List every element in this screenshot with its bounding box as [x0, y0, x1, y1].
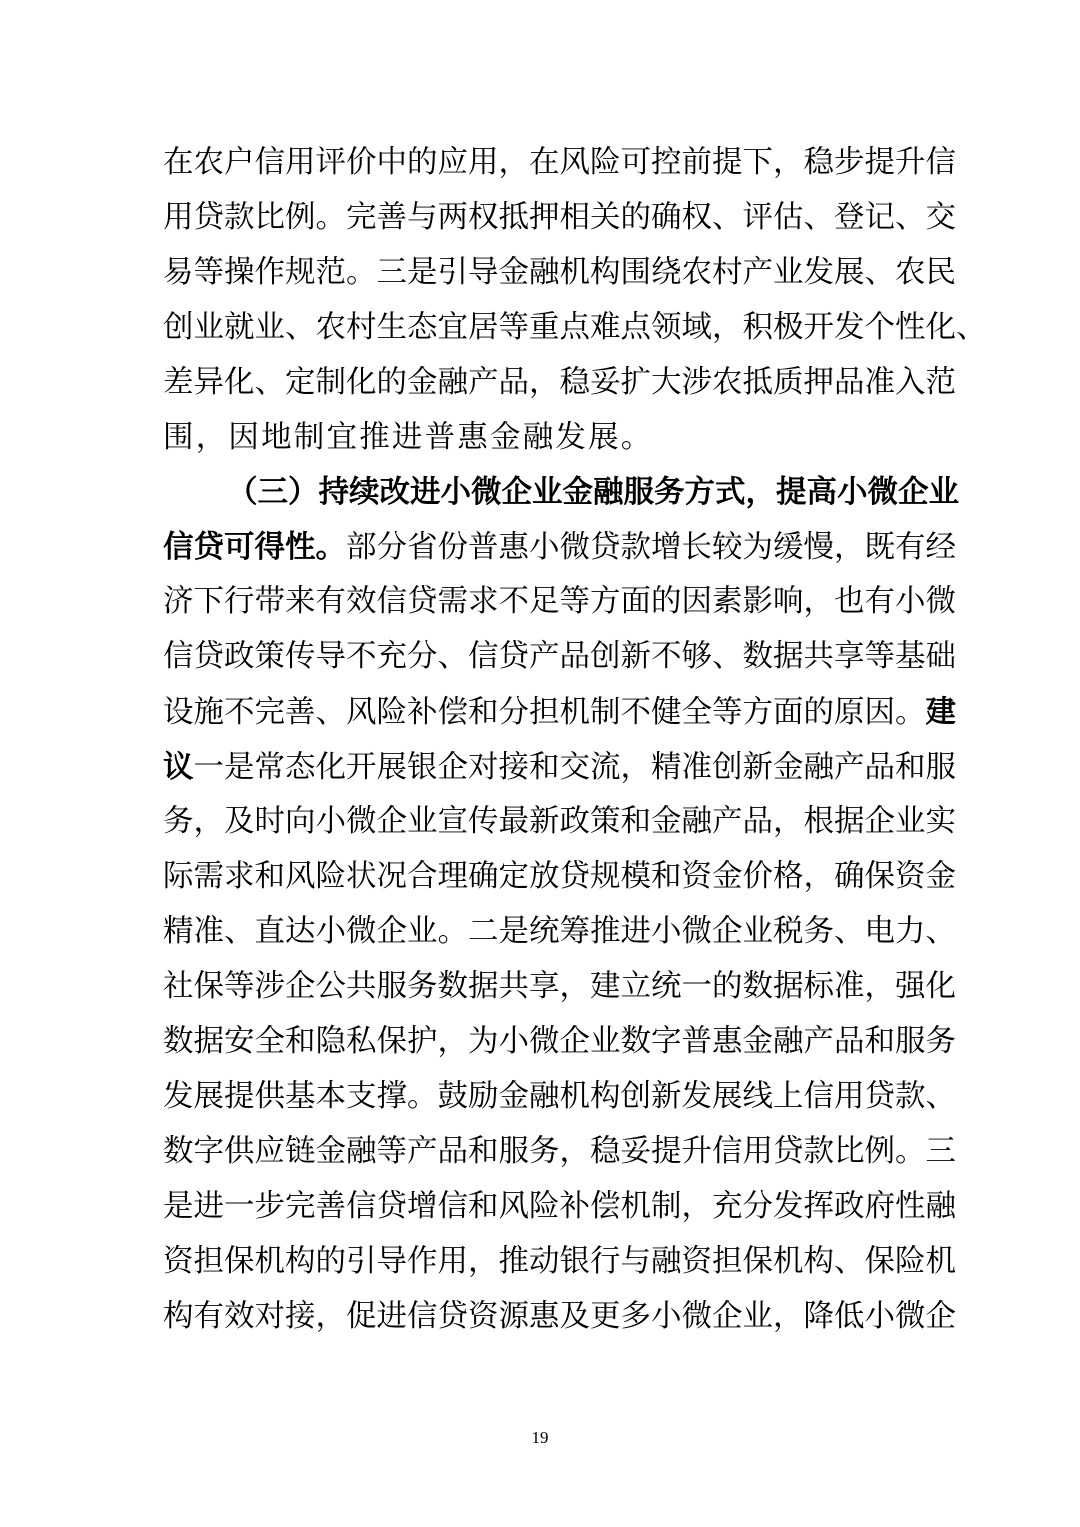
section-heading-line [227, 465, 959, 519]
suggestion-label-start: 建 [925, 694, 956, 730]
text-line-12: 议一是常态化开展银企对接和交流，精准创新金融产品和服 [163, 749, 956, 785]
text-line-18: 发展提供基本支撑。鼓励金融机构创新发展线上信用贷款、 [163, 1079, 956, 1114]
suggestion-label-end: 议 [163, 749, 194, 785]
text-line-14: 际需求和风险状况合理确定放贷规模和资金价格，确保资金 [163, 859, 956, 894]
text-line-10: 信贷政策传导不充分、信贷产品创新不够、数据共享等基础 [163, 639, 956, 674]
page-number: 19 [531, 1428, 549, 1447]
text-line-19: 数字供应链金融等产品和服务，稳妥提升信用贷款比例。三 [163, 1134, 956, 1169]
text-line-6: 围，因地制宜推进普惠金融发展。 [163, 420, 654, 455]
text-line-21: 资担保机构的引导作用，推动银行与融资担保机构、保险机 [163, 1244, 956, 1279]
text-line-5: 差异化、定制化的金融产品，稳妥扩大涉农抵质押品准入范 [163, 365, 956, 400]
text-line-11: 设施不完善、风险补偿和分担机制不健全等方面的原因。建 [163, 694, 956, 730]
text-line-3: 易等操作规范。三是引导金融机构围绕农村产业发展、农民 [163, 255, 956, 290]
text-line-20: 是进一步完善信贷增信和风险补偿机制，充分发挥政府性融 [163, 1189, 956, 1224]
text-line-13: 务，及时向小微企业宣传最新政策和金融产品，根据企业实 [163, 804, 956, 839]
text-line-1: 在农户信用评价中的应用，在风险可控前提下，稳步提升信 [163, 145, 956, 180]
text-line-4: 创业就业、农村生态宜居等重点难点领域，积极开发个性化、 [163, 310, 987, 345]
section-heading-end: 信贷可得性。 [163, 529, 346, 565]
text-line-22: 构有效对接，促进信贷资源惠及更多小微企业，降低小微企 [163, 1299, 956, 1334]
text-line-8: 信贷可得性。部分省份普惠小微贷款增长较为缓慢，既有经 [163, 529, 956, 565]
text-line-16: 社保等涉企公共服务数据共享，建立统一的数据标准，强化 [163, 969, 956, 1004]
text-line-17: 数据安全和隐私保护，为小微企业数字普惠金融产品和服务 [163, 1024, 956, 1059]
text-line-9: 济下行带来有效信贷需求不足等方面的因素影响，也有小微 [163, 584, 956, 619]
text-line-15: 精准、直达小微企业。二是统筹推进小微企业税务、电力、 [163, 914, 956, 949]
section-heading: （三）持续改进小微企业金融服务方式，提高小微企业 [227, 474, 959, 510]
text-line-2: 用贷款比例。完善与两权抵押相关的确权、评估、登记、交 [163, 200, 956, 235]
